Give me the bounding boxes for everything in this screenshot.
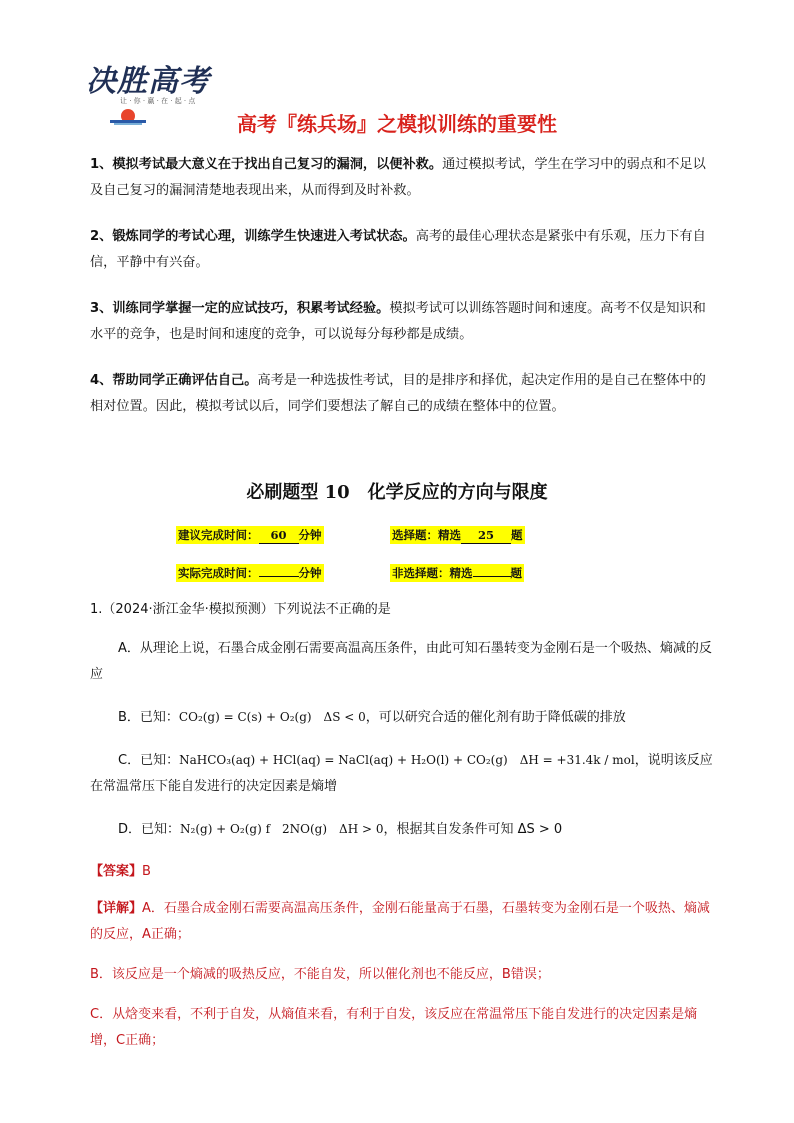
option-c-formula: NaHCO₃(aq) + HCl(aq) = NaCl(aq) + H₂O(l) + CO₂(g) ΔH = +31.4k / mol — [179, 753, 635, 767]
actual-time-value — [259, 576, 299, 577]
intro-paragraph-3 — [90, 296, 710, 348]
section-title: 必刷题型 10 化学反应的方向与限度 — [246, 482, 548, 503]
option-d: D．已知：N₂(g) + O₂(g) f 2NO(g) ΔH > 0，根据其自发条件可知 ΔS > 0 — [118, 822, 563, 837]
intro-4-bold: 4、帮助同学正确评估自己。 — [90, 373, 258, 388]
logo-subtext: 让 · 你 · 赢 · 在 · 起 · 点 — [120, 97, 196, 105]
intro-3-bold: 3、训练同学掌握一定的应试技巧，积累考试经验。 — [90, 301, 390, 316]
question-stem: 1.（2024·浙江金华·模拟预测）下列说法不正确的是 — [90, 602, 391, 617]
logo-text: 决胜高考 — [86, 64, 210, 99]
answer: 【答案】B — [90, 864, 151, 879]
intro-2-text: 高考的最佳心理状态是紧张中有乐观，压力下有自信，平静中有兴奋。 — [90, 229, 706, 270]
option-c: C．已知：NaHCO₃(aq) + HCl(aq) = NaCl(aq) + H₂O(l) + CO₂(g) ΔH = +31.4k / mol，说明该反应在常温常压下能自发进行的决定因素是熵增 — [90, 753, 713, 794]
intro-1-bold: 1、模拟考试最大意义在于找出自己复习的漏洞，以便补救。 — [90, 157, 443, 172]
suggest-time-field: 建议完成时间： 60 分钟 — [178, 528, 322, 542]
option-b: B．已知：CO₂(g) = C(s) + O₂(g) ΔS < 0，可以研究合适的催化剂有助于降低碳的排放 — [118, 710, 626, 725]
intro-1-text: 通过模拟考试，学生在学习中的弱点和不足以及自己复习的漏洞清楚地表现出来，从而得到及时补救。 — [90, 157, 706, 198]
detail-a: 【详解】A．石墨合成金刚石需要高温高压条件，金刚石能量高于石墨，石墨转变为金刚石是一个吸热、熵减的反应，A正确； — [90, 901, 710, 942]
detail-c: C．从焓变来看，不利于自发，从熵值来看，有利于自发，该反应在常温常压下能自发进行的决定因素是熵增，C正确； — [90, 1007, 698, 1048]
intro-3-text: 模拟考试可以训练答题时间和速度。高考不仅是知识和水平的竞争，也是时间和速度的竞争，可以说每分每秒都是成绩。 — [90, 301, 706, 342]
choice-count-value: 25 — [461, 528, 511, 544]
choice-count-field: 选择题：精选 25 题 — [392, 528, 523, 542]
intro-4-text: 高考是一种选拔性考试，目的是排序和择优，起决定作用的是自己在整体中的相对位置。因此，模拟考试以后，同学们要想法了解自己的成绩在整体中的位置。 — [90, 373, 706, 414]
intro-paragraph-2 — [90, 224, 710, 276]
nonchoice-count-value — [473, 576, 511, 577]
detail-label: 【详解】 — [90, 901, 143, 916]
detail-b: B．该反应是一个熵减的吸热反应，不能自发，所以催化剂也不能反应，B错误； — [90, 967, 550, 982]
page-title: 高考『练兵场』之模拟训练的重要性 — [237, 112, 557, 136]
intro-paragraph-1 — [90, 152, 710, 204]
option-b-formula: CO₂(g) = C(s) + O₂(g) ΔS < 0 — [178, 710, 366, 724]
actual-time-field: 实际完成时间： 分钟 — [178, 566, 322, 580]
intro-paragraph-4 — [90, 368, 710, 420]
option-a: A．从理论上说，石墨合成金刚石需要高温高压条件，由此可知石墨转变为金刚石是一个吸热、熵减的反应 — [90, 641, 712, 682]
intro-2-bold: 2、锻炼同学的考试心理，训练学生快速进入考试状态。 — [90, 229, 416, 244]
nonchoice-count-field: 非选择题：精选 题 — [392, 566, 522, 580]
suggest-time-value: 60 — [259, 528, 299, 544]
option-d-formula: N₂(g) + O₂(g) f 2NO(g) ΔH > 0 — [180, 822, 384, 836]
answer-value: B — [142, 864, 151, 879]
